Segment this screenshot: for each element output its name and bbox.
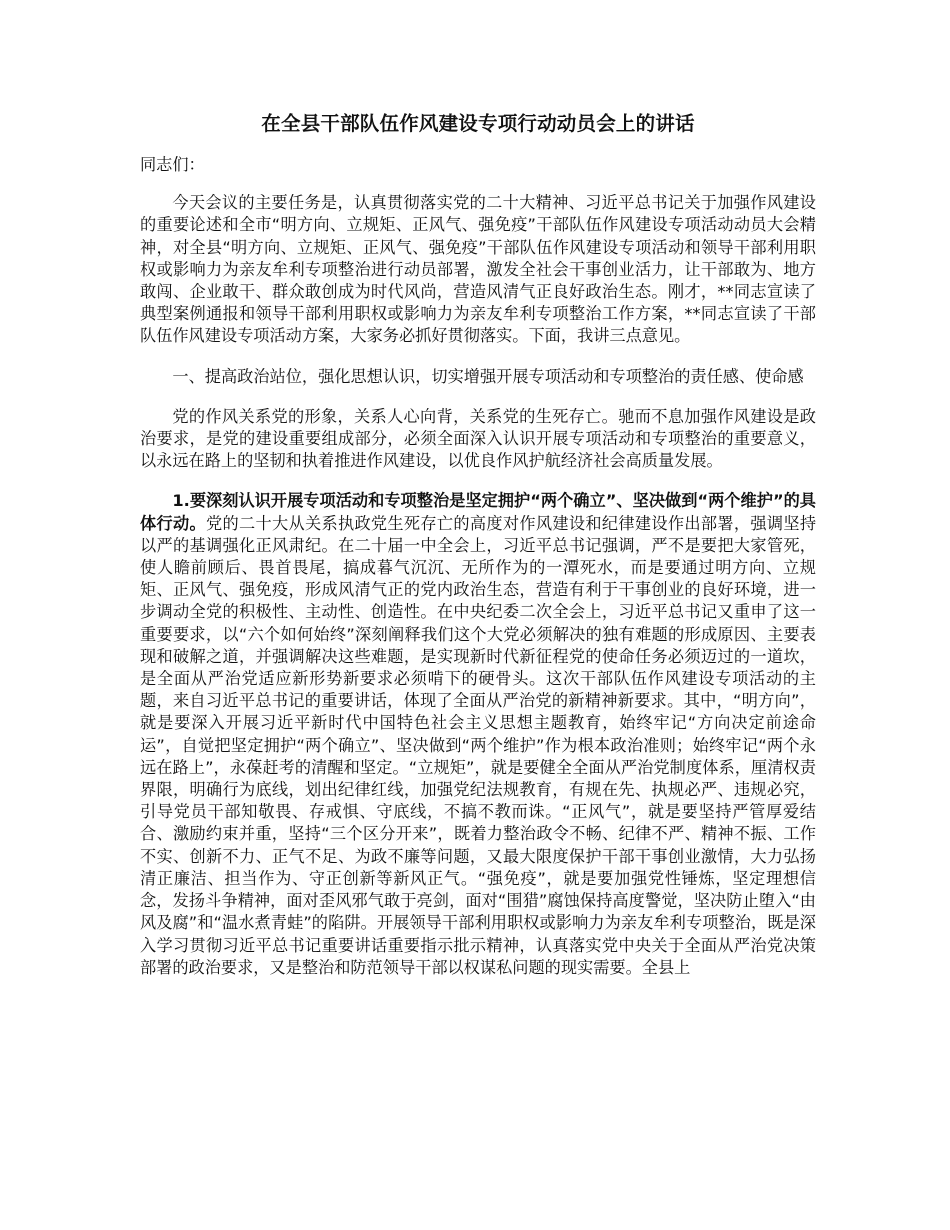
- paragraph-point-1: [140, 490, 816, 978]
- section-heading-1: 一、提高政治站位，强化思想认识，切实增强开展专项活动和专项整治的责任感、使命感: [172, 366, 804, 386]
- document-page: [140, 108, 816, 997]
- point-1-bold-lead: 1.要深刻认识开展专项活动和专项整治是坚定拥护“两个确立”、坚决做到“两个维护”的具体行动。: [140, 491, 816, 533]
- paragraph-intro: 今天会议的主要任务是，认真贯彻落实党的二十大精神、习近平总书记关于加强作风建设的重要论述和全市“明方向、立规矩、正风气、强免疫”干部队伍作风建设专项活动动员大会精神，对全县“明方向、立规矩、正风气、强免疫”干部队伍作风建设专项活动和领导干部利用职权或影响力为亲友牟利专项整治进行动员部署，激发全社会干事创业活力，让干部敢为、地方敢闯、企业敢干、群众敢创成为时代风尚，营造风清气正良好政治生态。刚才，**同志宣读了典型案例通报和领导干部利用职权或影响力为亲友牟利专项整治工作方案，**同志宣读了干部队伍作风建设专项活动方案，大家务必抓好贯彻落实。下面，我讲三点意见。: [140, 193, 816, 346]
- point-1-body: 党的二十大从关系执政党生死存亡的高度对作风建设和纪律建设作出部署，强调坚持以严的基调强化正风肃纪。在二十届一中全会上，习近平总书记强调，严不是要把大家管死，使人瞻前顾后、畏首畏尾，搞成暮气沉沉、无所作为的一潭死水，而是要通过明方向、立规矩、正风气、强免疫，形成风清气正的党内政治生态，营造有利于干事创业的良好环境，进一步调动全党的积极性、主动性、创造性。在中央纪委二次全会上，习近平总书记又重申了这一重要要求，以“六个如何始终”深刻阐释我们这个大党必须解决的独有难题的形成原因、主要表现和破解之道，并强调解决这些难题，是实现新时代新征程党的使命任务必须迈过的一道坎，是全面从严治党适应新形势新要求必须啃下的硬骨头。这次干部队伍作风建设专项活动的主题，来自习近平总书记的重要讲话，体现了全面从严治党的新精神新要求。其中，“明方向”，就是要深入开展习近平新时代中国特色社会主义思想主题教育，始终牢记“方向决定前途命运”，自觉把坚定拥护“两个确立”、坚决做到“两个维护”作为根本政治准则；始终牢记“两个永远在路上”，永葆赶考的清醒和坚定。“立规矩”，就是要健全全面从严治党制度体系，厘清权责界限，明确行为底线，划出纪律红线，加强党纪法规教育，有规在先、执规必严、违规必究，引导党员干部知敬畏、存戒惧、守底线，不搞不教而诛。“正风气”，就是要坚持严管厚爱结合、激励约束并重，坚持“三个区分开来”，既着力整治政令不畅、纪律不严、精神不振、工作不实、创新不力、正气不足、为政不廉等问题，又最大限度保护干部干事创业激情，大力弘扬清正廉洁、担当作为、守正创新等新风正气。“强免疫”，就是要加强党性锤炼，坚定理想信念，发扬斗争精神，面对歪风邪气敢于亮剑，面对“围猎”腐蚀保持高度警觉，坚决防止堕入“由风及腐”和“温水煮青蛙”的陷阱。开展领导干部利用职权或影响力为亲友牟利专项整治，既是深入学习贯彻习近平总书记重要讲话重要指示批示精神，认真落实党中央关于全面从严治党决策部署的政治要求，又是整治和防范领导干部以权谋私问题的现实需要。全县上: [140, 513, 817, 977]
- greeting: 同志们：: [140, 155, 205, 174]
- paragraph-party-style: 党的作风关系党的形象，关系人心向背，关系党的生死存亡。驰而不息加强作风建设是政治要求，是党的建设重要组成部分，必须全面深入认识开展专项活动和专项整治的重要意义，以永远在路上的坚韧和执着推进作风建设，以优良作风护航经济社会高质量发展。: [140, 406, 816, 471]
- document-title: 在全县干部队伍作风建设专项行动动员会上的讲话: [261, 112, 695, 135]
